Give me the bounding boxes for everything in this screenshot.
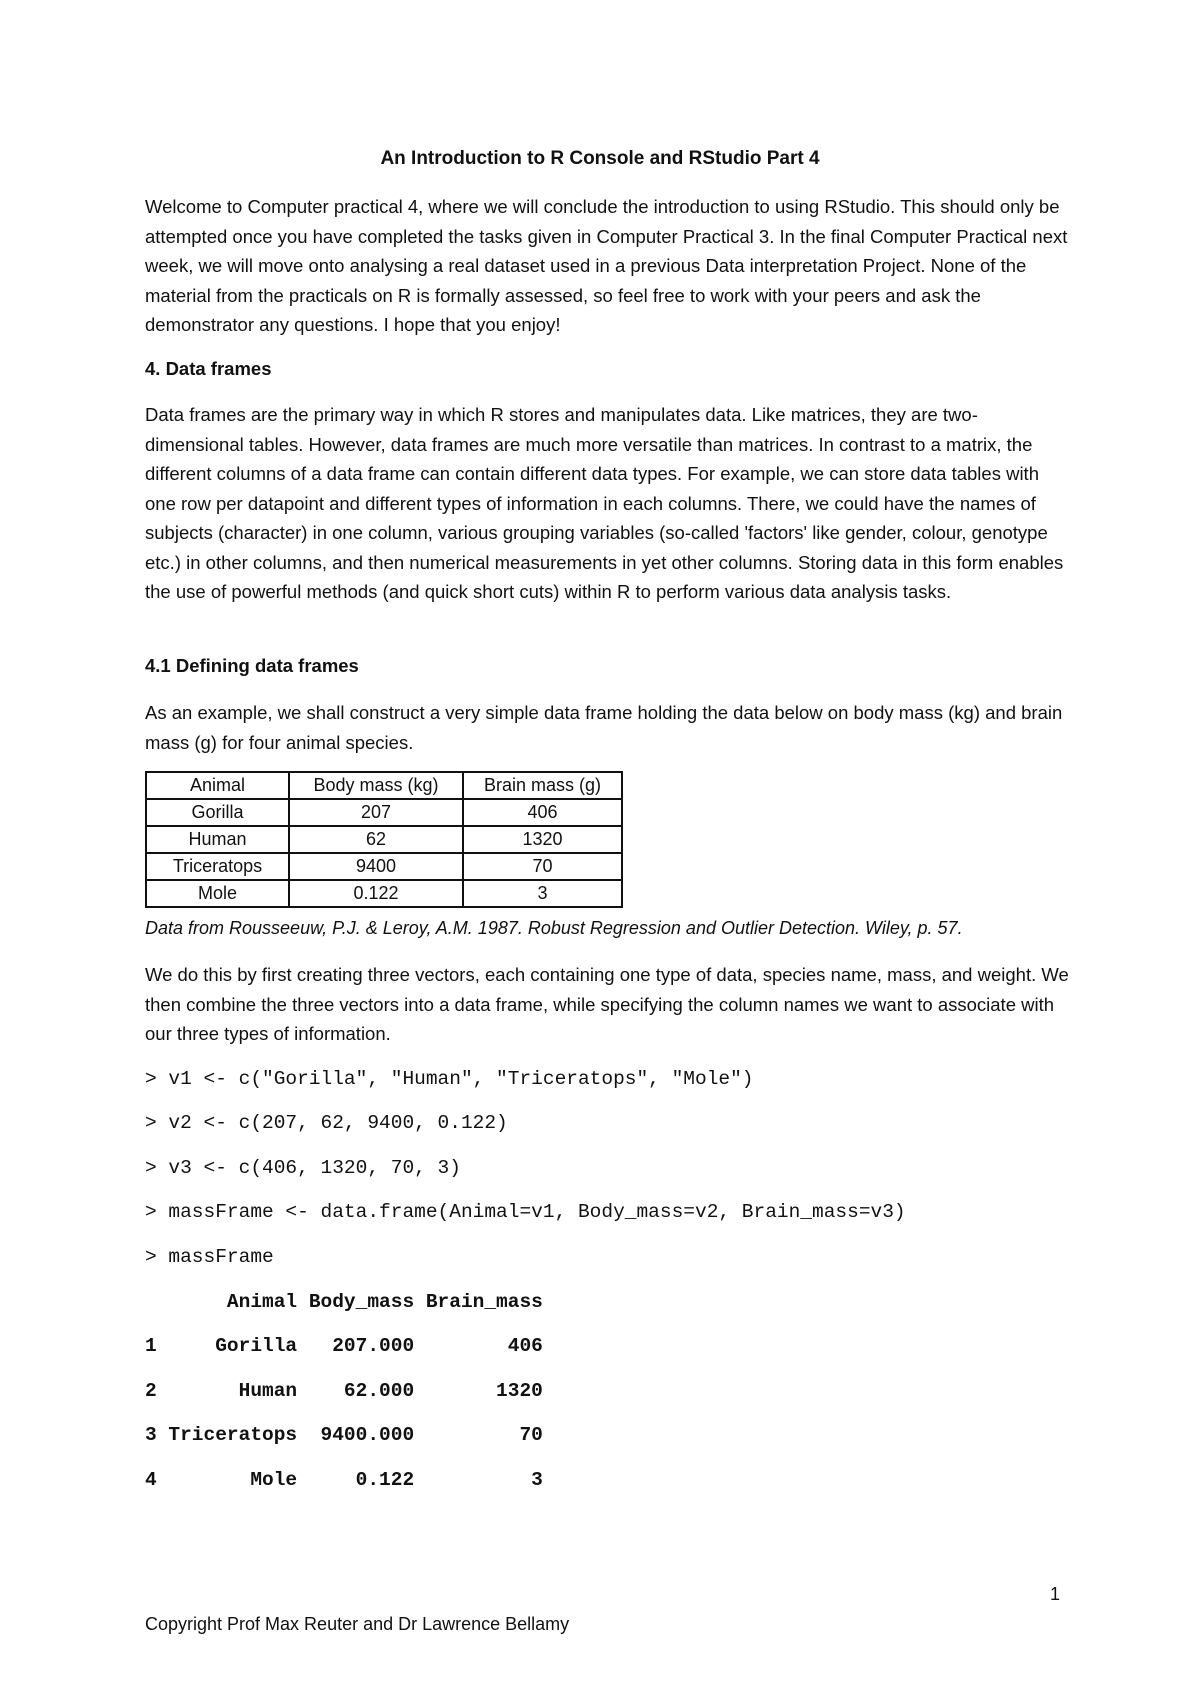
table-cell: 62 [289, 826, 463, 853]
table-header-cell: Brain mass (g) [463, 772, 622, 799]
output-line: 1 Gorilla 207.000 406 [145, 1335, 543, 1357]
table-cell: 1320 [463, 826, 622, 853]
table-cell: Mole [146, 880, 289, 907]
data-frames-paragraph: Data frames are the primary way in which R stores and manipulates data. Like matrices, they are two-dimensional tables. However, data frames are much more versatile than matrices. In contrast to a matrix, the different columns of a data frame can contain different data types. For example, we can store data tables with one row per datapoint and different types of information in each columns. There, we could have the names of subjects (character) in one column, various grouping variables (so-called 'factors' like gender, colour, genotype etc.) in other columns, and then numerical measurements in yet other columns. Storing data in this form enables the use of powerful methods (and quick short cuts) within R to perform various data analysis tasks. [145, 404, 1064, 602]
copyright-footer: Copyright Prof Max Reuter and Dr Lawrence Bellamy [145, 1614, 570, 1634]
table-row [146, 799, 622, 826]
table-cell: Gorilla [146, 799, 289, 826]
code-line: > v2 <- c(207, 62, 9400, 0.122) [145, 1112, 508, 1134]
section-heading-data-frames: 4. Data frames [145, 358, 272, 379]
code-line: > massFrame <- data.frame(Animal=v1, Body_mass=v2, Brain_mass=v3) [145, 1201, 906, 1223]
intro-paragraph: Welcome to Computer practical 4, where we will conclude the introduction to using RStudio. This should only be attempted once you have completed the tasks given in Computer Practical 3. In the final Computer Practical next week, we will move onto analysing a real dataset used in a previous Data interpretation Project. None of the material from the practicals on R is formally assessed, so feel free to work with your peers and ask the demonstrator any questions. I hope that you enjoy! [145, 196, 1068, 335]
code-line: > v1 <- c("Gorilla", "Human", "Triceratops", "Mole") [145, 1068, 754, 1090]
output-line: Animal Body_mass Brain_mass [145, 1291, 543, 1313]
table-cell: 3 [463, 880, 622, 907]
output-line: 3 Triceratops 9400.000 70 [145, 1424, 543, 1446]
output-line: 2 Human 62.000 1320 [145, 1380, 543, 1402]
animal-mass-table [145, 771, 623, 908]
table-cell: 207 [289, 799, 463, 826]
output-line: 4 Mole 0.122 3 [145, 1469, 543, 1491]
page-number: 1 [1049, 1584, 1060, 1604]
table-cell: 9400 [289, 853, 463, 880]
table-cell: 0.122 [289, 880, 463, 907]
table-cell: Triceratops [146, 853, 289, 880]
page-title: An Introduction to R Console and RStudio Part 4 [380, 148, 820, 169]
table-caption: Data from Rousseeuw, P.J. & Leroy, A.M. 1987. Robust Regression and Outlier Detection. Wiley, p. 57. [145, 918, 963, 938]
example-paragraph: As an example, we shall construct a very simple data frame holding the data below on body mass (kg) and brain mass (g) for four animal species. [145, 702, 1063, 753]
table-cell: 406 [463, 799, 622, 826]
code-line: > v3 <- c(406, 1320, 70, 3) [145, 1157, 461, 1179]
explanation-paragraph: We do this by first creating three vectors, each containing one type of data, species name, mass, and weight. We then combine the three vectors into a data frame, while specifying the column names we want to associate with our three types of information. [145, 964, 1069, 1044]
code-line: > massFrame [145, 1246, 274, 1268]
table-cell: Human [146, 826, 289, 853]
section-heading-defining-data-frames: 4.1 Defining data frames [145, 655, 359, 676]
table-cell: 70 [463, 853, 622, 880]
table-header-cell: Animal [146, 772, 289, 799]
table-header-cell: Body mass (kg) [289, 772, 463, 799]
table-row [146, 853, 622, 880]
table-header-row [146, 772, 622, 799]
table-row [146, 826, 622, 853]
table-row [146, 880, 622, 907]
